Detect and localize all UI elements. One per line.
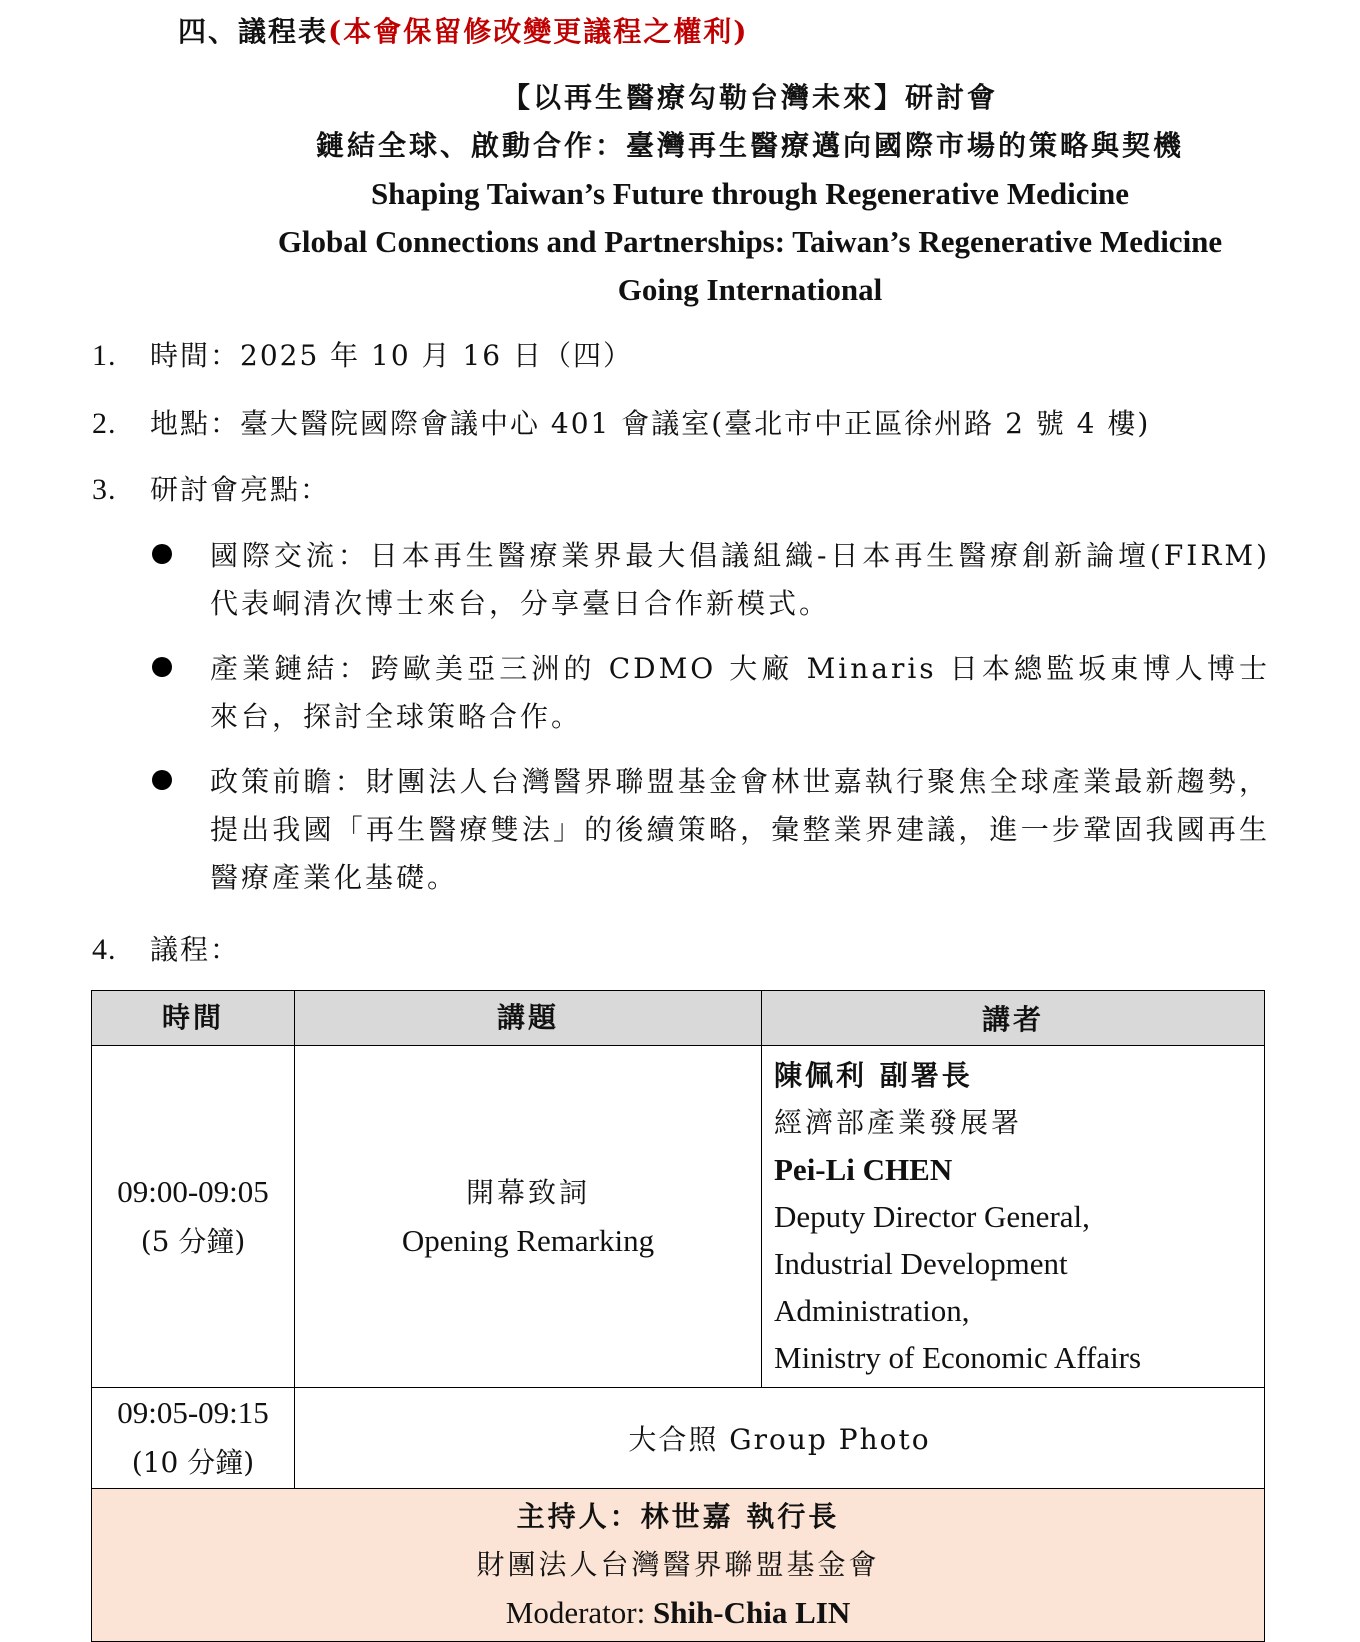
agenda-header-row — [92, 991, 1265, 1046]
speaker-title-en: Industrial Development — [774, 1246, 1068, 1281]
agenda-table — [91, 990, 1265, 1642]
seminar-title — [150, 74, 1350, 314]
speaker-title-en: Administration, — [774, 1293, 970, 1328]
moderator-org-zh: 財團法人台灣醫界聯盟基金會 — [476, 1548, 880, 1581]
list-number: 2. — [92, 407, 117, 440]
topic-zh: 開幕致詞 — [465, 1175, 590, 1209]
speaker-org-zh: 經濟部產業發展署 — [774, 1106, 1023, 1139]
list-number: 1. — [92, 339, 117, 372]
header-topic: 講題 — [295, 991, 762, 1046]
list-item-text: 地點：臺大醫院國際會議中心 401 會議室(臺北市中正區徐州路 2 號 4 樓) — [150, 407, 1151, 440]
time-duration: (10 分鐘) — [131, 1446, 255, 1479]
list-item-time — [92, 334, 633, 374]
speaker-title-en: Ministry of Economic Affairs — [774, 1340, 1142, 1375]
moderator-row — [92, 1489, 1265, 1642]
bullet-dot-icon — [152, 657, 172, 677]
highlight-text: 國際交流：日本再生醫療業界最大倡議組織-日本再生醫療創新論壇(FIRM)代表峒清次博士來台，分享臺日合作新模式。 — [210, 539, 1270, 620]
bullet-dot-icon — [152, 544, 172, 564]
title-zh-line1: 【以再生醫療勾勒台灣未來】研討會 — [501, 81, 998, 114]
list-item-agenda — [92, 928, 240, 968]
moderator-label-en: Moderator: — [505, 1595, 653, 1630]
speaker-name-en: Pei-Li CHEN — [774, 1152, 953, 1187]
table-row — [92, 1388, 1265, 1489]
list-item-venue — [92, 402, 1150, 442]
moderator-en — [92, 1589, 1264, 1637]
time-range: 09:05-09:15 — [117, 1395, 269, 1430]
title-en-line1: Shaping Taiwan’s Future through Regenerative Medicine — [370, 176, 1130, 211]
list-item-highlights — [92, 468, 330, 508]
list-number: 3. — [92, 473, 117, 506]
title-zh-line2: 鏈結全球、啟動合作：臺灣再生醫療邁向國際市場的策略與契機 — [315, 129, 1184, 162]
title-en-line3: Going International — [617, 272, 883, 307]
list-item-text: 時間：2025 年 10 月 16 日（四） — [150, 339, 634, 372]
title-en-line2: Global Connections and Partnerships: Taiwan’s Regenerative Medicine — [277, 224, 1223, 259]
time-cell — [92, 1388, 295, 1489]
highlight-text: 政策前瞻：財團法人台灣醫界聯盟基金會林世嘉執行聚焦全球產業最新趨勢，提出我國「再生醫療雙法」的後續策略，彙整業界建議，進一步鞏固我國再生醫療產業化基礎。 — [210, 765, 1270, 894]
section-heading-note: (本會保留修改變更議程之權利) — [328, 15, 749, 48]
list-item-text: 議程： — [150, 933, 241, 966]
section-heading-title: 四、議程表 — [178, 15, 329, 48]
list-number: 4. — [92, 933, 117, 966]
speaker-title-en: Deputy Director General, — [774, 1199, 1090, 1234]
highlight-bullet — [152, 532, 1270, 628]
topic-en: Opening Remarking — [401, 1222, 655, 1258]
time-range: 09:00-09:05 — [117, 1173, 269, 1209]
group-photo-text: 大合照 Group Photo — [628, 1423, 931, 1456]
topic-cell — [295, 1046, 762, 1388]
highlight-text: 產業鏈結：跨歐美亞三洲的 CDMO 大廠 Minaris 日本總監坂東博人博士來台，探討全球策略合作。 — [210, 652, 1270, 733]
list-item-text: 研討會亮點： — [150, 473, 331, 506]
header-time: 時間 — [92, 991, 295, 1046]
highlight-bullet — [152, 645, 1270, 741]
speaker-cell — [762, 1046, 1265, 1388]
time-cell — [92, 1046, 295, 1388]
table-row — [92, 1046, 1265, 1388]
moderator-label-zh: 主持人：林世嘉 執行長 — [516, 1500, 840, 1533]
highlight-bullet — [152, 758, 1270, 902]
moderator-name-en: Shih-Chia LIN — [652, 1595, 851, 1630]
group-photo-cell — [295, 1388, 1265, 1489]
bullet-dot-icon — [152, 770, 172, 790]
header-speaker: 講者 — [762, 991, 1265, 1046]
speaker-name-zh: 陳佩利 副署長 — [774, 1059, 973, 1092]
section-heading — [178, 10, 749, 50]
time-duration: (5 分鐘) — [140, 1224, 246, 1258]
moderator-cell — [92, 1489, 1265, 1642]
